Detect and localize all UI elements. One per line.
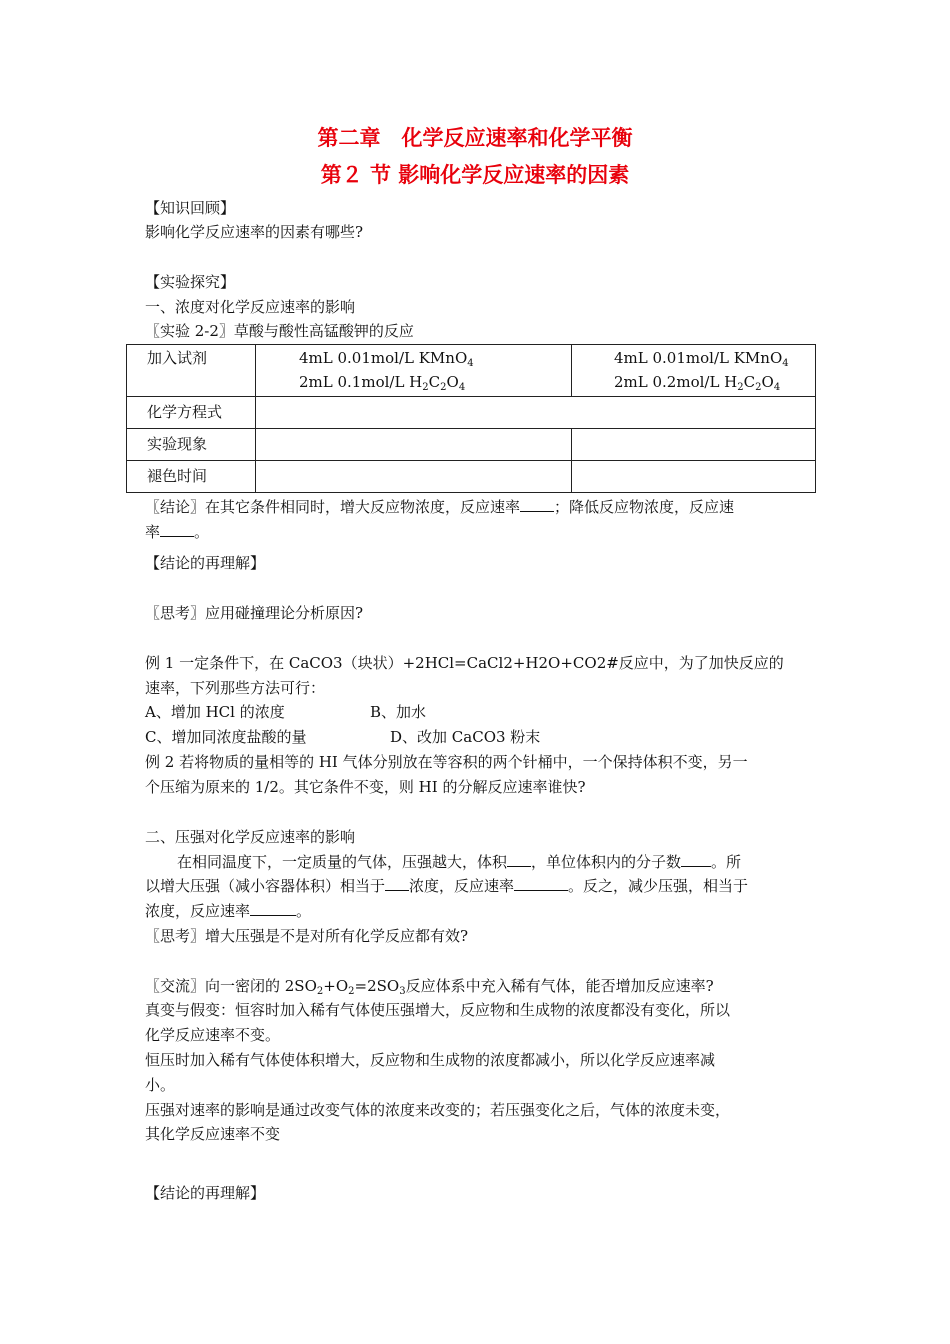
fade-time-cell-1	[256, 461, 572, 493]
reunderstand-heading-2: 【结论的再理解】	[145, 1184, 266, 1202]
example2-line1: 例 2 若将物质的量相等的 HI 气体分别放在等容积的两个针桶中，一个保持体积不变，另一	[145, 753, 748, 771]
explore-heading: 【实验探究】	[145, 273, 236, 291]
exchange-question: 〖交流〗向一密闭的 $2SO_2+O_2=2SO_3$反应体系中充入稀有气体，能否增加反应速率?	[145, 977, 714, 997]
row-label-equation: 化学方程式	[127, 397, 256, 429]
think-collision: 〖思考〗应用碰撞理论分析原因?	[145, 604, 364, 622]
review-heading: 【知识回顾】	[145, 199, 236, 217]
reunderstand-heading-1: 【结论的再理解】	[145, 554, 266, 572]
section1-heading: 一、浓度对化学反应速率的影响	[145, 298, 356, 316]
example1-line1: 例 1 一定条件下，在 CaCO3（块状）+2HCl=CaCl2+H2O+CO2#反应中，为了加快反应的	[145, 654, 784, 672]
answer-blank	[507, 850, 531, 867]
true-false-line1: 真变与假变：恒容时加入稀有气体使压强增大，反应物和生成物的浓度都没有变化，所以	[145, 1001, 731, 1019]
experiment-table	[126, 344, 816, 493]
answer-blank	[514, 874, 568, 891]
answer-blank	[160, 520, 194, 537]
pressure-para-line3: 浓度，反应速率 。	[145, 899, 810, 923]
constant-pressure-line1: 恒压时加入稀有气体使体积增大，反应物和生成物的浓度都减小，所以化学反应速率减	[145, 1051, 716, 1069]
answer-blank	[385, 874, 409, 891]
option-b: B、加水	[370, 703, 427, 721]
constant-pressure-line2: 小。	[145, 1076, 176, 1094]
example1-line2: 速率，下列那些方法可行：	[145, 679, 326, 697]
phenomenon-cell-2	[572, 429, 816, 461]
pressure-effect-line2: 其化学反应速率不变	[145, 1125, 281, 1143]
pressure-para-line1: 在相同温度下，一定质量的气体，压强越大，体积 ，单位体积内的分子数 。所	[145, 850, 810, 874]
option-a: A、增加 HCl 的浓度	[145, 703, 285, 721]
row-label-fade-time: 褪色时间	[127, 461, 256, 493]
option-c: C、增加同浓度盐酸的量	[145, 728, 307, 746]
answer-blank	[681, 850, 711, 867]
review-question: 影响化学反应速率的因素有哪些?	[145, 223, 364, 241]
conclusion-line1: 〖结论〗在其它条件相同时，增大反应物浓度，反应速率 ；降低反应物浓度，反应速	[145, 495, 810, 519]
true-false-line2: 化学反应速率不变。	[145, 1026, 281, 1044]
think-pressure: 〖思考〗增大压强是不是对所有化学反应都有效?	[145, 927, 469, 945]
chapter-title: 第二章 化学反应速率和化学平衡	[317, 126, 633, 150]
reagent-cell-2: 4mL 0.01mol/L KMnO$_4$ 2mL 0.2mol/L $H_2C_2O_4$	[572, 345, 816, 397]
conclusion-line2: 率 。	[145, 520, 810, 544]
example1-options-ab	[145, 700, 810, 724]
section2-heading: 二、压强对化学反应速率的影响	[145, 828, 356, 846]
pressure-para-line2: 以增大压强（减小容器体积）相当于 浓度，反应速率 。反之，减少压强，相当于	[145, 874, 810, 898]
option-d: D、改加 CaCO3 粉末	[390, 728, 541, 746]
experiment-title: 〖实验 2-2〗草酸与酸性高锰酸钾的反应	[145, 322, 414, 340]
row-label-reagents: 加入试剂	[127, 345, 256, 397]
answer-blank	[250, 899, 296, 916]
pressure-effect-line1: 压强对速率的影响是通过改变气体的浓度来改变的；若压强变化之后，气体的浓度未变，	[145, 1101, 731, 1119]
example2-line2: 个压缩为原来的 1/2。其它条件不变，则 HI 的分解反应速率谁快?	[145, 778, 586, 796]
equation-cell	[256, 397, 816, 429]
example1-options-cd	[145, 725, 810, 749]
answer-blank	[520, 495, 554, 512]
section-title: 第２ 节 影响化学反应速率的因素	[320, 163, 630, 187]
phenomenon-cell-1	[256, 429, 572, 461]
row-label-phenomenon: 实验现象	[127, 429, 256, 461]
fade-time-cell-2	[572, 461, 816, 493]
reagent-cell-1: 4mL 0.01mol/L KMnO$_4$ 2mL 0.1mol/L $H_2C_2O_4$	[256, 345, 572, 397]
